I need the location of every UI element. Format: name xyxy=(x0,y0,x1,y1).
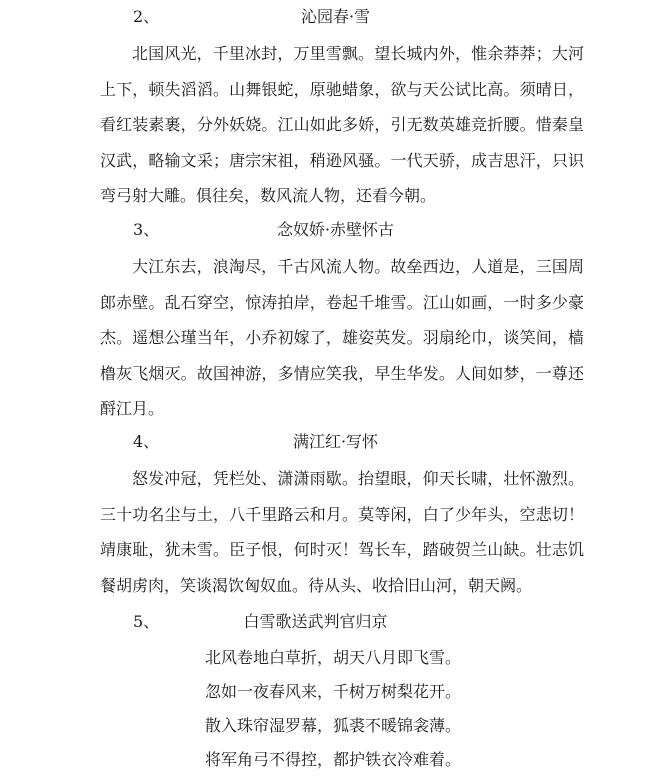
section-heading xyxy=(0,215,671,245)
section-number: 5、 xyxy=(133,612,160,631)
section-heading xyxy=(0,427,671,457)
poem-line: 北风卷地白草折，胡天八月即飞雪。 xyxy=(205,648,462,667)
section-title: 白雪歌送武判官归京 xyxy=(243,612,388,631)
section-number: 2、 xyxy=(133,7,160,26)
section-title: 满江红·写怀 xyxy=(292,432,379,451)
poem-text: 大江东去，浪淘尽，千古风流人物。故垒西边，人道是，三国周郎赤壁。乱石穿空，惊涛拍岸，卷起千堆雪。江山如画，一时多少豪杰。遥想公瑾当年，小乔初嫁了，雄姿英发。羽扇纶巾，谈笑间，樯橹灰飞烟灭。故国神游，多情应笑我，早生华发。人间如梦，一尊还酹江月。 xyxy=(100,257,584,418)
section-number: 3、 xyxy=(133,220,160,239)
section-heading xyxy=(0,2,671,32)
section-title: 念奴娇·赤壁怀古 xyxy=(276,220,395,239)
poem-text: 怒发冲冠，凭栏处、潇潇雨歇。抬望眼，仰天长啸，壮怀激烈。三十功名尘与土，八千里路云和月。莫等闲，白了少年头，空悲切！靖康耻，犹未雪。臣子恨，何时灭！驾长车，踏破贺兰山缺。壮志饥餐胡虏肉，笑谈渴饮匈奴血。待从头、收拾旧山河，朝天阙。 xyxy=(100,469,584,595)
poem-line: 将军角弓不得控，都护铁衣冷难着。 xyxy=(205,750,462,769)
section-heading xyxy=(0,607,671,637)
section-title: 沁园春·雪 xyxy=(300,7,371,26)
section-number: 4、 xyxy=(133,432,160,451)
poem-line: 散入珠帘湿罗幕，狐裘不暖锦衾薄。 xyxy=(205,716,462,735)
poem-line: 忽如一夜春风来，千树万树梨花开。 xyxy=(205,682,462,701)
poem-text: 北国风光，千里冰封，万里雪飘。望长城内外，惟余莽莽；大河上下，顿失滔滔。山舞银蛇，原驰蜡象，欲与天公试比高。须晴日，看红装素裹，分外妖娆。江山如此多娇，引无数英雄竞折腰。惜秦皇汉武，略输文采；唐宗宋祖，稍逊风骚。一代天骄，成吉思汗，只识弯弓射大雕。俱往矣，数风流人物，还看今朝。 xyxy=(100,44,584,205)
